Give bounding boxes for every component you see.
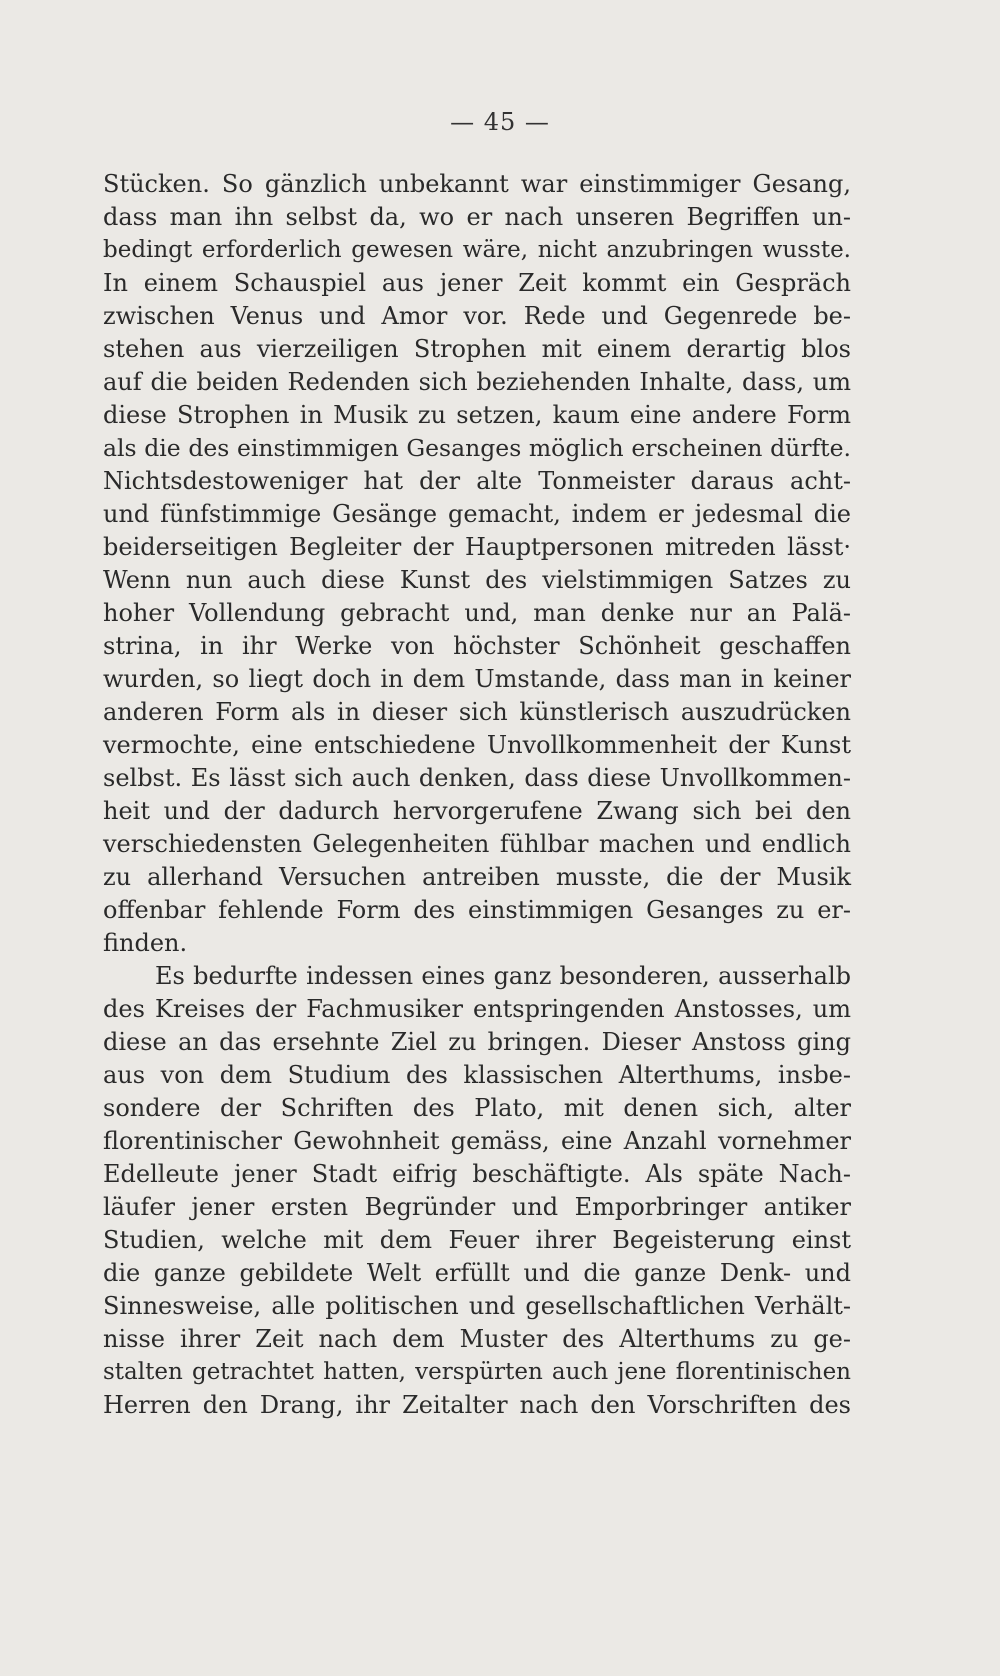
text-line: die ganze gebildete Welt erfüllt und die ganze Denk- und bbox=[103, 1259, 851, 1287]
text-line: auf die beiden Redenden sich beziehenden Inhalte, dass, um bbox=[103, 368, 851, 396]
text-line: aus von dem Studium des klassischen Alterthums, insbe- bbox=[103, 1061, 851, 1089]
text-line: anderen Form als in dieser sich künstlerisch auszudrücken bbox=[103, 698, 851, 726]
text-line: vermochte, eine entschiedene Unvollkommenheit der Kunst bbox=[103, 731, 851, 759]
text-line: Stücken. So gänzlich unbekannt war einstimmiger Gesang, bbox=[103, 170, 851, 198]
text-line: heit und der dadurch hervorgerufene Zwang sich bei den bbox=[103, 797, 851, 825]
text-line: nisse ihrer Zeit nach dem Muster des Alterthums zu ge- bbox=[103, 1325, 851, 1353]
text-line: Nichtsdestoweniger hat der alte Tonmeister daraus acht- bbox=[103, 467, 851, 495]
text-line: beiderseitigen Begleiter der Hauptpersonen mitreden lässt· bbox=[103, 533, 851, 561]
text-line: bedingt erforderlich gewesen wäre, nicht anzubringen wusste. bbox=[103, 237, 851, 263]
body-text bbox=[103, 168, 851, 1422]
text-line: zwischen Venus und Amor vor. Rede und Gegenrede be- bbox=[103, 302, 851, 330]
text-line: dass man ihn selbst da, wo er nach unseren Begriffen un- bbox=[103, 203, 851, 231]
text-line: zu allerhand Versuchen antreiben musste, die der Musik bbox=[103, 863, 851, 891]
text-line: verschiedensten Gelegenheiten fühlbar machen und endlich bbox=[103, 830, 851, 858]
text-line: läufer jener ersten Begründer und Emporbringer antiker bbox=[103, 1193, 851, 1221]
page-number: — 45 — bbox=[450, 108, 550, 136]
text-line: Sinnesweise, alle politischen und gesellschaftlichen Verhält- bbox=[103, 1292, 851, 1320]
text-line: und fünfstimmige Gesänge gemacht, indem er jedesmal die bbox=[103, 500, 851, 528]
text-line: stalten getrachtet hatten, verspürten auch jene florentinischen bbox=[103, 1359, 851, 1385]
paragraph-start-line: Es bedurfte indessen eines ganz besonderen, ausserhalb bbox=[155, 962, 851, 990]
text-line: hoher Vollendung gebracht und, man denke nur an Palä- bbox=[103, 599, 851, 627]
text-line: des Kreises der Fachmusiker entspringenden Anstosses, um bbox=[103, 995, 851, 1023]
text-line: Wenn nun auch diese Kunst des vielstimmigen Satzes zu bbox=[103, 566, 851, 594]
text-line: In einem Schauspiel aus jener Zeit kommt ein Gespräch bbox=[103, 269, 851, 297]
text-line: strina, in ihr Werke von höchster Schönheit geschaffen bbox=[103, 632, 851, 660]
text-line: als die des einstimmigen Gesanges möglich erscheinen dürfte. bbox=[103, 434, 851, 462]
paragraph-end-line: finden. bbox=[103, 929, 188, 957]
text-line: diese Strophen in Musik zu setzen, kaum eine andere Form bbox=[103, 401, 851, 429]
text-line: sondere der Schriften des Plato, mit denen sich, alter bbox=[103, 1094, 851, 1122]
text-line: offenbar fehlende Form des einstimmigen Gesanges zu er- bbox=[103, 896, 851, 924]
text-line: wurden, so liegt doch in dem Umstande, dass man in keiner bbox=[103, 665, 851, 693]
text-line: florentinischer Gewohnheit gemäss, eine Anzahl vornehmer bbox=[103, 1127, 851, 1155]
text-line: stehen aus vierzeiligen Strophen mit einem derartig blos bbox=[103, 335, 851, 363]
text-line: selbst. Es lässt sich auch denken, dass diese Unvollkommen- bbox=[103, 764, 851, 792]
text-line: Herren den Drang, ihr Zeitalter nach den Vorschriften des bbox=[103, 1391, 851, 1419]
text-line: Edelleute jener Stadt eifrig beschäftigte. Als späte Nach- bbox=[103, 1160, 851, 1188]
text-line: Studien, welche mit dem Feuer ihrer Begeisterung einst bbox=[103, 1226, 851, 1254]
text-line: diese an das ersehnte Ziel zu bringen. Dieser Anstoss ging bbox=[103, 1028, 851, 1056]
